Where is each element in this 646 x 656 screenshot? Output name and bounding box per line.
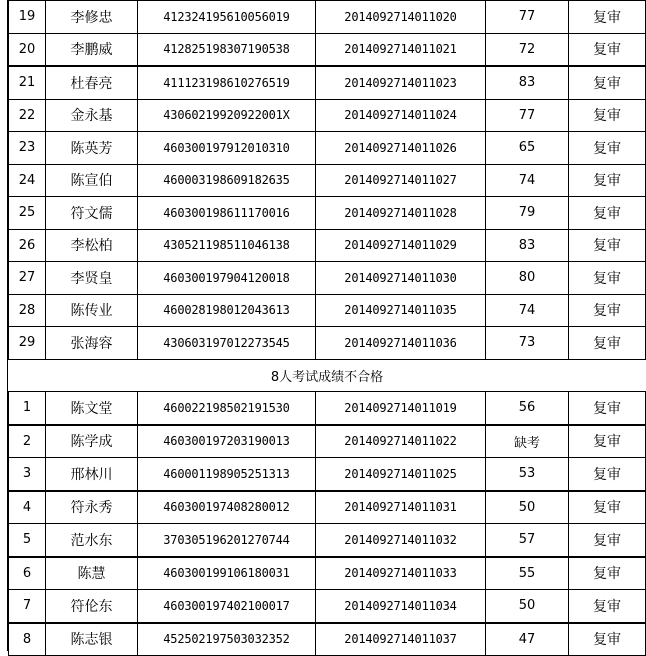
- result: 复审: [569, 132, 646, 165]
- ticket-number: 2014092714011023: [316, 66, 486, 99]
- ticket-number: 2014092714011032: [316, 524, 486, 557]
- ticket-number: 2014092714011030: [316, 262, 486, 295]
- table-row: [9, 524, 646, 557]
- row-number: 2: [9, 425, 46, 458]
- score: 56: [486, 392, 569, 425]
- table-row: [9, 66, 646, 99]
- table-row: [9, 164, 646, 197]
- score: 50: [486, 590, 569, 623]
- result: 复审: [569, 1, 646, 34]
- table-row: [9, 229, 646, 262]
- table-row: [9, 132, 646, 165]
- id-number: 460022198502191530: [138, 392, 316, 425]
- ticket-number: 2014092714011034: [316, 590, 486, 623]
- id-number: 460300197904120018: [138, 262, 316, 295]
- row-number: 4: [9, 491, 46, 524]
- results-table: [8, 0, 646, 656]
- result: 复审: [569, 33, 646, 66]
- row-number: 21: [9, 66, 46, 99]
- table-row: [9, 392, 646, 425]
- row-number: 24: [9, 164, 46, 197]
- row-number: 29: [9, 327, 46, 360]
- score: 47: [486, 623, 569, 656]
- ticket-number: 2014092714011021: [316, 33, 486, 66]
- id-number: 460003198609182635: [138, 164, 316, 197]
- id-number: 460001198905251313: [138, 458, 316, 491]
- candidate-name: 陈文堂: [46, 392, 138, 425]
- ticket-number: 2014092714011022: [316, 425, 486, 458]
- candidate-name: 邢林川: [46, 458, 138, 491]
- ticket-number: 2014092714011033: [316, 557, 486, 590]
- candidate-name: 符伦东: [46, 590, 138, 623]
- candidate-name: 符文儒: [46, 197, 138, 230]
- row-number: 19: [9, 1, 46, 34]
- ticket-number: 2014092714011037: [316, 623, 486, 656]
- candidate-name: 陈慧: [46, 557, 138, 590]
- score: 79: [486, 197, 569, 230]
- score: 65: [486, 132, 569, 165]
- table-row: [9, 491, 646, 524]
- row-number: 1: [9, 392, 46, 425]
- score: 83: [486, 229, 569, 262]
- ticket-number: 2014092714011026: [316, 132, 486, 165]
- ticket-number: 2014092714011035: [316, 294, 486, 327]
- ticket-number: 2014092714011031: [316, 491, 486, 524]
- table-row: [9, 590, 646, 623]
- row-number: 20: [9, 33, 46, 66]
- section-header-row: [9, 359, 646, 392]
- id-number: 411123198610276519: [138, 66, 316, 99]
- table-row: [9, 327, 646, 360]
- table-row: [9, 294, 646, 327]
- score: 缺考: [486, 425, 569, 458]
- result: 复审: [569, 590, 646, 623]
- candidate-name: 陈学成: [46, 425, 138, 458]
- id-number: 43060219920922001X: [138, 99, 316, 132]
- row-number: 7: [9, 590, 46, 623]
- row-number: 3: [9, 458, 46, 491]
- candidate-name: 范水东: [46, 524, 138, 557]
- table-row: [9, 557, 646, 590]
- row-number: 22: [9, 99, 46, 132]
- id-number: 460300198611170016: [138, 197, 316, 230]
- candidate-name: 李贤皇: [46, 262, 138, 295]
- row-number: 26: [9, 229, 46, 262]
- id-number: 430603197012273545: [138, 327, 316, 360]
- row-number: 23: [9, 132, 46, 165]
- ticket-number: 2014092714011027: [316, 164, 486, 197]
- result: 复审: [569, 425, 646, 458]
- ticket-number: 2014092714011028: [316, 197, 486, 230]
- result: 复审: [569, 392, 646, 425]
- ticket-number: 2014092714011020: [316, 1, 486, 34]
- score: 80: [486, 262, 569, 295]
- result: 复审: [569, 262, 646, 295]
- result: 复审: [569, 229, 646, 262]
- row-number: 28: [9, 294, 46, 327]
- candidate-name: 李鹏威: [46, 33, 138, 66]
- left-edge: [0, 0, 8, 651]
- table-row: [9, 197, 646, 230]
- id-number: 452502197503032352: [138, 623, 316, 656]
- result: 复审: [569, 99, 646, 132]
- candidate-name: 符永秀: [46, 491, 138, 524]
- row-number: 27: [9, 262, 46, 295]
- candidate-name: 李修忠: [46, 1, 138, 34]
- candidate-name: 杜春亮: [46, 66, 138, 99]
- section-title: 8人考试成绩不合格: [9, 359, 646, 392]
- table-row: [9, 99, 646, 132]
- ticket-number: 2014092714011019: [316, 392, 486, 425]
- id-number: 370305196201270744: [138, 524, 316, 557]
- score: 83: [486, 66, 569, 99]
- score: 73: [486, 327, 569, 360]
- id-number: 460300197203190013: [138, 425, 316, 458]
- score: 77: [486, 99, 569, 132]
- result: 复审: [569, 491, 646, 524]
- candidate-name: 陈传业: [46, 294, 138, 327]
- candidate-name: 金永基: [46, 99, 138, 132]
- table-row: [9, 1, 646, 34]
- score: 53: [486, 458, 569, 491]
- candidate-name: 陈英芳: [46, 132, 138, 165]
- candidate-name: 陈志银: [46, 623, 138, 656]
- score: 74: [486, 294, 569, 327]
- table-row: [9, 425, 646, 458]
- result: 复审: [569, 66, 646, 99]
- score: 57: [486, 524, 569, 557]
- id-number: 460300199106180031: [138, 557, 316, 590]
- result: 复审: [569, 557, 646, 590]
- result: 复审: [569, 197, 646, 230]
- score: 55: [486, 557, 569, 590]
- table-row: [9, 262, 646, 295]
- score: 74: [486, 164, 569, 197]
- id-number: 412324195610056019: [138, 1, 316, 34]
- ticket-number: 2014092714011036: [316, 327, 486, 360]
- result: 复审: [569, 524, 646, 557]
- id-number: 430521198511046138: [138, 229, 316, 262]
- ticket-number: 2014092714011029: [316, 229, 486, 262]
- id-number: 460300197402100017: [138, 590, 316, 623]
- score: 72: [486, 33, 569, 66]
- score: 77: [486, 1, 569, 34]
- candidate-name: 李松柏: [46, 229, 138, 262]
- id-number: 460028198012043613: [138, 294, 316, 327]
- candidate-name: 张海容: [46, 327, 138, 360]
- candidate-name: 陈宣伯: [46, 164, 138, 197]
- result: 复审: [569, 164, 646, 197]
- id-number: 460300197408280012: [138, 491, 316, 524]
- result: 复审: [569, 623, 646, 656]
- row-number: 25: [9, 197, 46, 230]
- row-number: 6: [9, 557, 46, 590]
- results-table-body: [9, 1, 646, 656]
- result: 复审: [569, 458, 646, 491]
- row-number: 8: [9, 623, 46, 656]
- id-number: 412825198307190538: [138, 33, 316, 66]
- table-row: [9, 33, 646, 66]
- result: 复审: [569, 327, 646, 360]
- score: 50: [486, 491, 569, 524]
- ticket-number: 2014092714011025: [316, 458, 486, 491]
- ticket-number: 2014092714011024: [316, 99, 486, 132]
- id-number: 460300197912010310: [138, 132, 316, 165]
- row-number: 5: [9, 524, 46, 557]
- result: 复审: [569, 294, 646, 327]
- table-row: [9, 458, 646, 491]
